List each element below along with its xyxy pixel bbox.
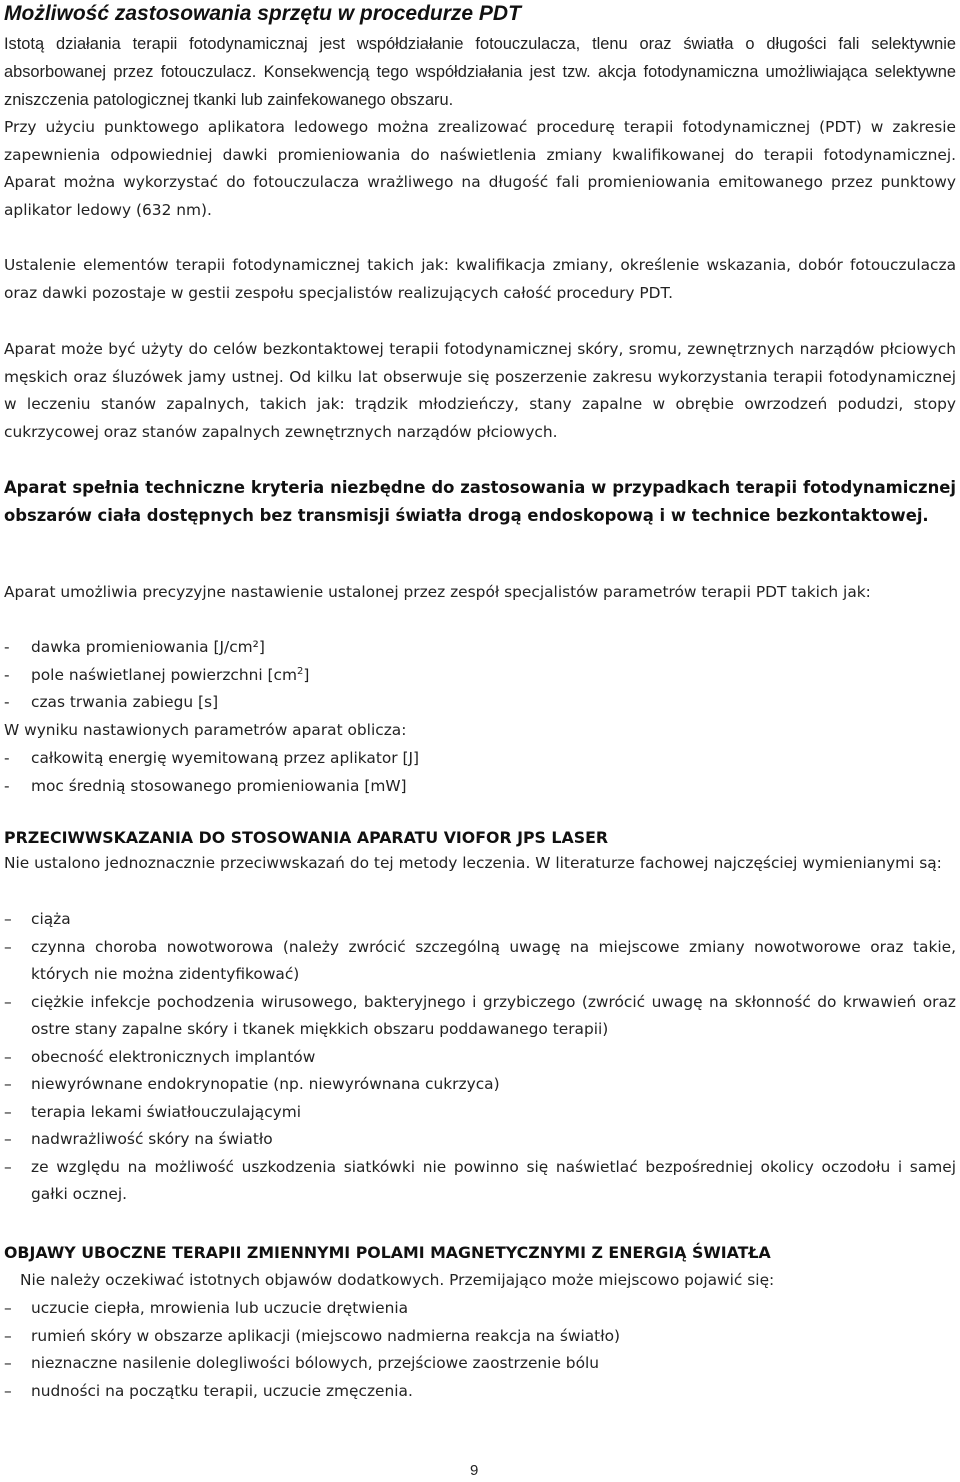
side-effects-intro: Nie należy oczekiwać istotnych objawów dodatkowych. Przemijająco może miejscowo pojawić się: [20,1271,775,1289]
dash-marker: – [4,1075,12,1093]
calculation-list [4,745,956,800]
indications-paragraph: Aparat może być użyty do celów bezkontaktowej terapii fotodynamicznej skóry, sromu, zewnętrznych narządów płciowych męskich oraz śluzówek jamy ustnej. Od kilku lat obserwuje się poszerzenie zakresu wykorzystania terapii fotodynamicznej w leczeniu stanów zapalnych, takich jak: trądzik młodzieńczy, stany zapalne w obrębie owrzodzeń podudzi, stopy cukrzycowej oraz stanów zapalnych zewnętrznych narządów płciowych. [4,340,956,441]
dash-marker: - [4,693,10,711]
dash-marker: – [4,1102,12,1121]
dash-marker: - [4,638,10,656]
dash-marker: – [4,1381,12,1400]
intro-paragraph: Istotą działania terapii fotodynamicznaj jest współdziałanie fotouczulacza, tlenu oraz światła o długości fali selektywnie absorbowanej przez fotouczulacz. Konsekwencją tego współdziałania jest tzw. akcja fotodynamiczna umożliwiająca selektywne zniszczenia patologicznej tkanki lub zainfekowanego obszaru. [4,35,956,109]
technical-criteria-paragraph: Aparat spełnia techniczne kryteria niezbędne do zastosowania w przypadkach terapii fotodynamicznej obszarów ciała dostępnych bez transmisji światła drogą endoskopową i w technice bezkontaktowej. [4,478,956,525]
list-item: – nieznaczne nasilenie dolegliwości bólowych, przejściowe zaostrzenie bólu [4,1350,956,1378]
parameters-intro-paragraph: Aparat umożliwia precyzyjne nastawienie ustalonej przez zespół specjalistów parametrów terapii PDT takich jak: [4,583,871,601]
dash-marker: – [4,937,12,956]
dash-marker: – [4,1326,12,1345]
list-item: – nudności na początku terapii, uczucie zmęczenia. [4,1378,956,1406]
list-item: – obecność elektronicznych implantów [4,1044,956,1072]
list-item: - czas trwania zabiegu [s] [4,689,956,717]
calculation-intro: W wyniku nastawionych parametrów aparat oblicza: [4,721,407,739]
page-title: Możliwość zastosowania sprzętu w procedurze PDT [4,2,521,25]
dash-marker: - [4,749,10,767]
dash-marker: – [4,910,12,928]
list-item: – czynna choroba nowotworowa (należy zwrócić szczególną uwagę na miejscowe zmiany nowotworowe oraz takie, których nie można zidentyfikować) [4,934,956,989]
dash-marker: – [4,992,12,1011]
page-number: 9 [470,1462,479,1479]
dash-marker: - [4,776,10,795]
list-item: – ciężkie infekcje pochodzenia wirusowego, bakteryjnego i grzybiczego (zwrócić uwagę na skłonność do krwawień oraz ostre stany zapalne skóry i tkanek miękkich obszaru poddawanego terapii) [4,989,956,1044]
dash-marker: – [4,1354,12,1372]
dash-marker: – [4,1299,12,1317]
list-item: – nadwrażliwość skóry na światło [4,1126,956,1154]
list-item: – ze względu na możliwość uszkodzenia siatkówki nie powinno się naświetlać bezpośredniej okolicy oczodołu i samej gałki ocznej. [4,1154,956,1209]
contraindications-intro: Nie ustalono jednoznacznie przeciwwskazań do tej metody leczenia. W literaturze fachowej najczęściej wymienianymi są: [4,854,942,872]
dash-marker: – [4,1047,12,1066]
list-item: – niewyrównane endokrynopatie (np. niewyrównana cukrzyca) [4,1071,956,1099]
parameters-list [4,634,956,717]
dash-marker: - [4,665,10,684]
list-item: - moc średnią stosowanego promieniowania [mW] [4,773,956,801]
list-item: – uczucie ciepła, mrowienia lub uczucie drętwienia [4,1295,956,1323]
list-item: – rumień skóry w obszarze aplikacji (miejscowo nadmierna reakcja na światło) [4,1323,956,1351]
list-item: – ciąża [4,906,956,934]
dash-marker: – [4,1130,12,1148]
pdt-elements-paragraph: Ustalenie elementów terapii fotodynamicznej takich jak: kwalifikacja zmiany, określenie wskazania, dobór fotouczulacza oraz dawki pozostaje w gestii zespołu specjalistów realizujących całość procedury PDT. [4,256,956,302]
list-item: - dawka promieniowania [J/cm²] [4,634,956,662]
list-item: - całkowitą energię wyemitowaną przez aplikator [J] [4,745,956,773]
side-effects-heading: OBJAWY UBOCZNE TERAPII ZMIENNYMI POLAMI MAGNETYCZNYMI Z ENERGIĄ ŚWIATŁA [4,1243,771,1262]
dash-marker: – [4,1157,12,1176]
list-item: - pole naświetlanej powierzchni $[cm^2]$ [4,662,956,690]
side-effects-list [4,1295,956,1405]
contraindications-list [4,906,956,1209]
pdt-applicator-paragraph: Przy użyciu punktowego aplikatora ledowego można zrealizować procedurę terapii fotodynamicznej (PDT) w zakresie zapewnienia odpowiedniej dawki promieniowania do naświetlenia zmiany kwalifikowanej do terapii fotodynamicznej. Aparat można wykorzystać do fotouczulacza wrażliwego na długość fali promieniowania emitowanego przez punktowy aplikator ledowy (632 nm). [4,118,956,219]
contraindications-heading: PRZECIWWSKAZANIA DO STOSOWANIA APARATU VIOFOR JPS LASER [4,828,609,847]
list-item: – terapia lekami światłouczulającymi [4,1099,956,1127]
